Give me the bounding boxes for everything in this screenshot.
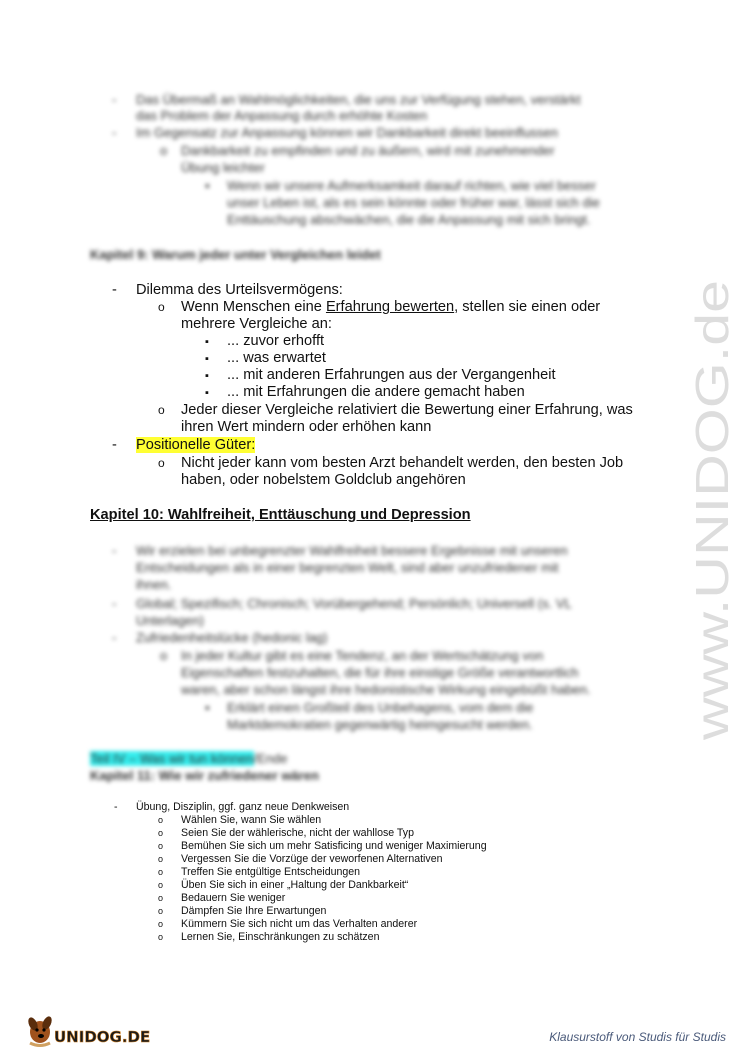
chapter-10-heading: Kapitel 10: Wahlfreiheit, Enttäuschung und Depression [90, 507, 471, 523]
list-item: Lernen Sie, Einschränkungen zu schätzen [181, 931, 380, 943]
blurred-line: Wenn wir unsere Aufmerksamkeit darauf richten, wie viel besser [227, 178, 596, 193]
blurred-line: unser Leben ist, als es sein könnte oder früher war, lässt sich die [227, 195, 600, 210]
list-item: Vergessen Sie die Vorzüge der veworfenen Alternativen [181, 853, 443, 865]
chapter-9-heading: Kapitel 9: Warum jeder unter Vergleichen leidet [90, 247, 381, 262]
logo-text: UNIDOG.DE [54, 1028, 151, 1046]
blurred-line: Global; Spezifisch; Chronisch; Vorübergehend; Persönlich; Universell (s. VL [136, 596, 572, 611]
list-item: ... mit Erfahrungen die andere gemacht haben [227, 384, 525, 400]
list-item: Bedauern Sie weniger [181, 892, 286, 904]
list-item: Seien Sie der wählerische, nicht der wahllose Typ [181, 827, 414, 839]
list-item: Dämpfen Sie Ihre Erwartungen [181, 905, 327, 917]
list-item-continued: haben, oder nobelstem Goldclub angehören [181, 472, 466, 488]
blurred-line: Entscheidungen als in einer begrenzten Welt, sind aber unzufriedener mit [136, 560, 559, 575]
blurred-line: Unterlagen) [136, 613, 204, 628]
part-heading: Teil IV – Was wir tun können/Ende [90, 751, 288, 766]
watermark [640, 270, 750, 740]
list-item: Kümmern Sie sich nicht um das Verhalten anderer [181, 918, 418, 930]
list-item-continued: ihren Wert mindern oder erhöhen kann [181, 419, 432, 435]
list-item: ... was erwartet [227, 350, 326, 366]
footer-tagline: Klausurstoff von Studis für Studis [549, 1030, 726, 1044]
underlined-term: Erfahrung bewerten [325, 299, 455, 315]
list-item: Dilemma des Urteilsvermögens: [136, 282, 343, 298]
dog-mascot-icon [26, 1015, 53, 1046]
chapter-11-heading: Kapitel 11: Wie wir zufriedener wären [90, 768, 319, 783]
blurred-line: waren, aber schon längst ihre hedonistische Wirkung eingebüßt haben. [181, 682, 591, 697]
blurred-line: Marktdemokratien gegenwärtig heimgesucht werden. [227, 717, 533, 732]
list-item: ... zuvor erhofft [227, 333, 325, 349]
blurred-line: Übung leichter [181, 160, 265, 175]
list-item: Jeder dieser Vergleiche relativiert die Bewertung einer Erfahrung, was [181, 402, 633, 418]
list-item: Üben Sie sich in einer „Haltung der Dankbarkeit“ [181, 879, 409, 891]
blurred-line: Wir erzielen bei unbegrenzter Wahlfreiheit bessere Ergebnisse mit unseren [136, 543, 568, 558]
list-item [136, 437, 255, 455]
watermark-text: www.UNIDOG.de [686, 382, 738, 740]
list-item: Nicht jeder kann vom besten Arzt behandelt werden, den besten Job [181, 455, 624, 471]
list-item: ... mit anderen Erfahrungen aus der Vergangenheit [227, 367, 556, 383]
list-item: Bemühen Sie sich um mehr Satisficing und weniger Maximierung [181, 840, 487, 852]
blurred-line: In jeder Kultur gibt es eine Tendenz, an der Wertschätzung von [181, 648, 544, 663]
blurred-line: Eigenschaften festzuhalten, die für ihre einstige Größe verantwortlich [181, 665, 579, 680]
list-item: Treffen Sie entgültige Entscheidungen [181, 866, 361, 878]
unidog-logo [24, 1010, 154, 1050]
list-item: Wählen Sie, wann Sie wählen [181, 814, 322, 826]
list-item: Wenn Menschen eine Erfahrung bewerten, stellen sie einen oder [181, 299, 601, 315]
blurred-line: das Problem der Anpassung durch erhöhte Kosten [136, 108, 428, 123]
list-item: Übung, Disziplin, ggf. ganz neue Denkweisen [136, 801, 350, 813]
blurred-line: Erklärt einen Großteil des Unbehagens, vom dem die [227, 700, 534, 715]
blurred-line: ihnen. [136, 577, 172, 592]
highlighted-term: Positionelle Güter: [136, 437, 256, 453]
blurred-line: Enttäuschung abschwächen, die die Anpassung mit sich bringt. [227, 212, 591, 227]
blurred-line: Das Übermaß an Wahlmöglichkeiten, die uns zur Verfügung stehen, verstärkt [136, 92, 581, 107]
blurred-line: Im Gegensatz zur Anpassung können wir Dankbarkeit direkt beeinflussen [136, 125, 559, 140]
list-item-continued: mehrere Vergleiche an: [181, 316, 332, 332]
blurred-line: Zufriedenheitslücke (hedonic lag) [136, 630, 328, 645]
blurred-line: Dankbarkeit zu empfinden und zu äußern, wird mit zunehmender [181, 143, 555, 158]
document-page: - Das Übermaß an Wahlmöglichkeiten, die uns zur Verfügung stehen, verstärkt das Problem der Anpassung durch erhöhte Kosten - Im Gegensatz zur Anpassung können wir Dankbarkeit direkt beeinflussen o Dankbarkeit zu empfinden und zu äußern, wird mit zunehmender Übung leichter ▪ Wenn wir unsere Aufmerksamkeit darauf richten, wie viel besser unser Leben ist, als es sein könnte oder früher war, lässt sich die Enttäuschung abschwächen, die die Anpassung mit sich bringt. Kapitel 9: Warum jeder unter Vergleichen leidet - Dilemma des Urteilsvermögens: o Wenn Menschen eine Erfahrung bewerten, stellen sie einen oder mehrere Vergleiche an: ▪ ... zuvor erhofft ▪ ... was erwartet ▪ ... mit anderen Erfahrungen aus der Vergangenheit ▪ ... mit Erfahrungen die andere gemacht haben o Jeder dieser Vergleiche relativiert die Bewertung einer Erfahrung, was ihren Wert mindern oder erhöhen kann - Positionelle Güter: o Nicht jeder kann vom besten Arzt behandelt werden, den besten Job haben, oder nobelstem Goldclub angehören Kapitel 10: Wahlfreiheit, Enttäuschung und Depression - Wir erzielen bei unbegrenzter Wahlfreiheit bessere Ergebnisse mit unseren Entscheidungen als in einer begrenzten Welt, sind aber unzufriedener mit ihnen. - Global; Spezifisch; Chronisch; Vorübergehend; Persönlich; Universell (s. VL Unterlagen) - Zufriedenheitslücke (hedonic lag) o In jeder Kultur gibt es eine Tendenz, an der Wertschätzung von Eigenschaften festzuhalten, die für ihre einstige Größe verantwortlich waren, aber schon längst ihre hedonistische Wirkung eingebüßt haben. ▪ Erklärt einen Großteil des Unbehagens, vom dem die Marktdemokratien gegenwärtig heimgesucht werden. Teil IV – Was wir tun können/Ende Kapitel 11: Wie wir zufriedener wären - Übung, Disziplin, ggf. ganz neue Denkweisen o Wählen Sie, wann Sie wählen o Seien Sie der wählerische, nicht der wahllose Typ o Bemühen Sie sich um mehr Satisficing und weniger Maximierung o Vergessen Sie die Vorzüge der veworfenen Alternativen o Treffen Sie entgültige Entscheidungen o Üben Sie sich in einer „Haltung der Dankbarkeit“ o Bedauern Sie weniger o Dämpfen Sie Ihre Erwartungen o Kümmern Sie sich nicht um das Verhalten anderer o Lernen Sie, Einschränkungen zu schätzen www.UNIDOG.de UNIDOG.DE Klausurstoff von Studis für Studis [0, 0, 750, 1059]
